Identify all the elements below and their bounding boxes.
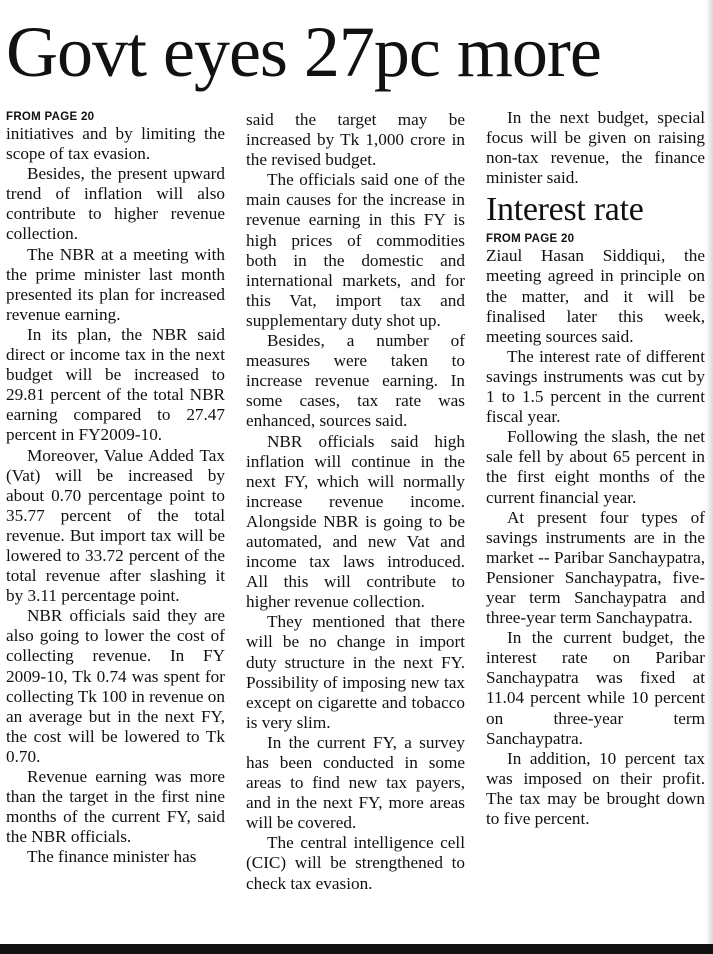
- paragraph: initiatives and by limiting the scope of tax evasion.: [6, 124, 225, 164]
- paragraph: NBR officials said they are also going to lower the cost of collecting revenue. In FY 2009-10, Tk 0.74 was spent for collecting Tk 100 in revenue on an average but in the next FY, the cost will be lowered to Tk 0.70.: [6, 606, 225, 766]
- paragraph: The NBR at a meeting with the prime minister last month presented its plan for increased revenue earning.: [6, 244, 225, 324]
- page-edge-shadow: [706, 0, 713, 954]
- paragraph: The finance minister has: [27, 847, 197, 867]
- paragraph: Moreover, Value Added Tax (Vat) will be increased by about 0.70 percentage point to 35.77 percent of the total revenue. But import tax will be lowered to 33.72 percent of the total revenue after slashing it by 3.11 percentage point.: [6, 445, 225, 606]
- article-column-1: [6, 110, 225, 867]
- paragraph: They mentioned that there will be no change in import duty structure in the next FY. Possibility of imposing new tax except on cigarette and tobacco is very slim.: [246, 612, 465, 732]
- paragraph: In its plan, the NBR said direct or income tax in the next budget will be increased to 29.81 percent of the total NBR earning compared to 27.47 percent in FY2009-10.: [6, 324, 225, 445]
- paragraph: At present four types of savings instruments are in the market -- Paribar Sanchaypatra, Pensioner Sanchaypatra, five-year term Sanchaypatra and three-year term Sanchaypatra.: [486, 507, 705, 628]
- paragraph: NBR officials said high inflation will continue in the next FY, which will normally increase revenue income. Alongside NBR is going to be automated, and new Vat and income tax laws introduced. All this will contribute to higher revenue collection.: [246, 431, 465, 612]
- paragraph: Following the slash, the net sale fell by about 65 percent in the first eight months of the current financial year.: [486, 427, 705, 507]
- paragraph: Besides, the present upward trend of inflation will also contribute to higher revenue collection.: [6, 164, 225, 244]
- paragraph: The interest rate of different savings instruments was cut by 1 to 1.5 percent in the current fiscal year.: [486, 346, 705, 427]
- paragraph: The officials said one of the main causes for the increase in revenue earning in this FY is high prices of commodities both in the domestic and international markets, and for this Vat, import tax and supplementary duty shot up.: [246, 170, 465, 330]
- article-column-3: [486, 108, 705, 829]
- article-column-2: [246, 110, 465, 894]
- subhead-interest-rate: Interest rate: [486, 191, 644, 229]
- paragraph: In the current budget, the interest rate on Paribar Sanchaypatra was fixed at 11.04 percent while 10 percent on three-year term Sanchaypatra.: [486, 628, 705, 748]
- paragraph: Besides, a number of measures were taken to increase revenue earning. In some cases, tax rate was enhanced, sources said.: [246, 331, 465, 431]
- paragraph: The central intelligence cell (CIC) will be strengthened to check tax evasion.: [246, 833, 465, 893]
- paragraph: Revenue earning was more than the target in the first nine months of the current FY, said the NBR officials.: [6, 767, 225, 847]
- paragraph: In addition, 10 percent tax was imposed on their profit. The tax may be brought down to five percent.: [486, 748, 705, 828]
- bottom-border: [0, 944, 713, 954]
- headline: Govt eyes 27pc more: [6, 12, 601, 92]
- paragraph: said the target may be increased by Tk 1,000 crore in the revised budget.: [246, 110, 465, 170]
- continuation-kicker: FROM PAGE 20: [6, 111, 95, 123]
- continuation-kicker: FROM PAGE 20: [486, 233, 575, 246]
- paragraph: In the current FY, a survey has been conducted in some areas to find new tax payers, and in the next FY, more areas will be covered.: [246, 732, 465, 833]
- paragraph: Ziaul Hasan Siddiqui, the meeting agreed in principle on the matter, and it will be finalised later this week, meeting sources said.: [486, 246, 705, 346]
- paragraph: In the next budget, special focus will be given on raising non-tax revenue, the finance minister said.: [486, 108, 705, 188]
